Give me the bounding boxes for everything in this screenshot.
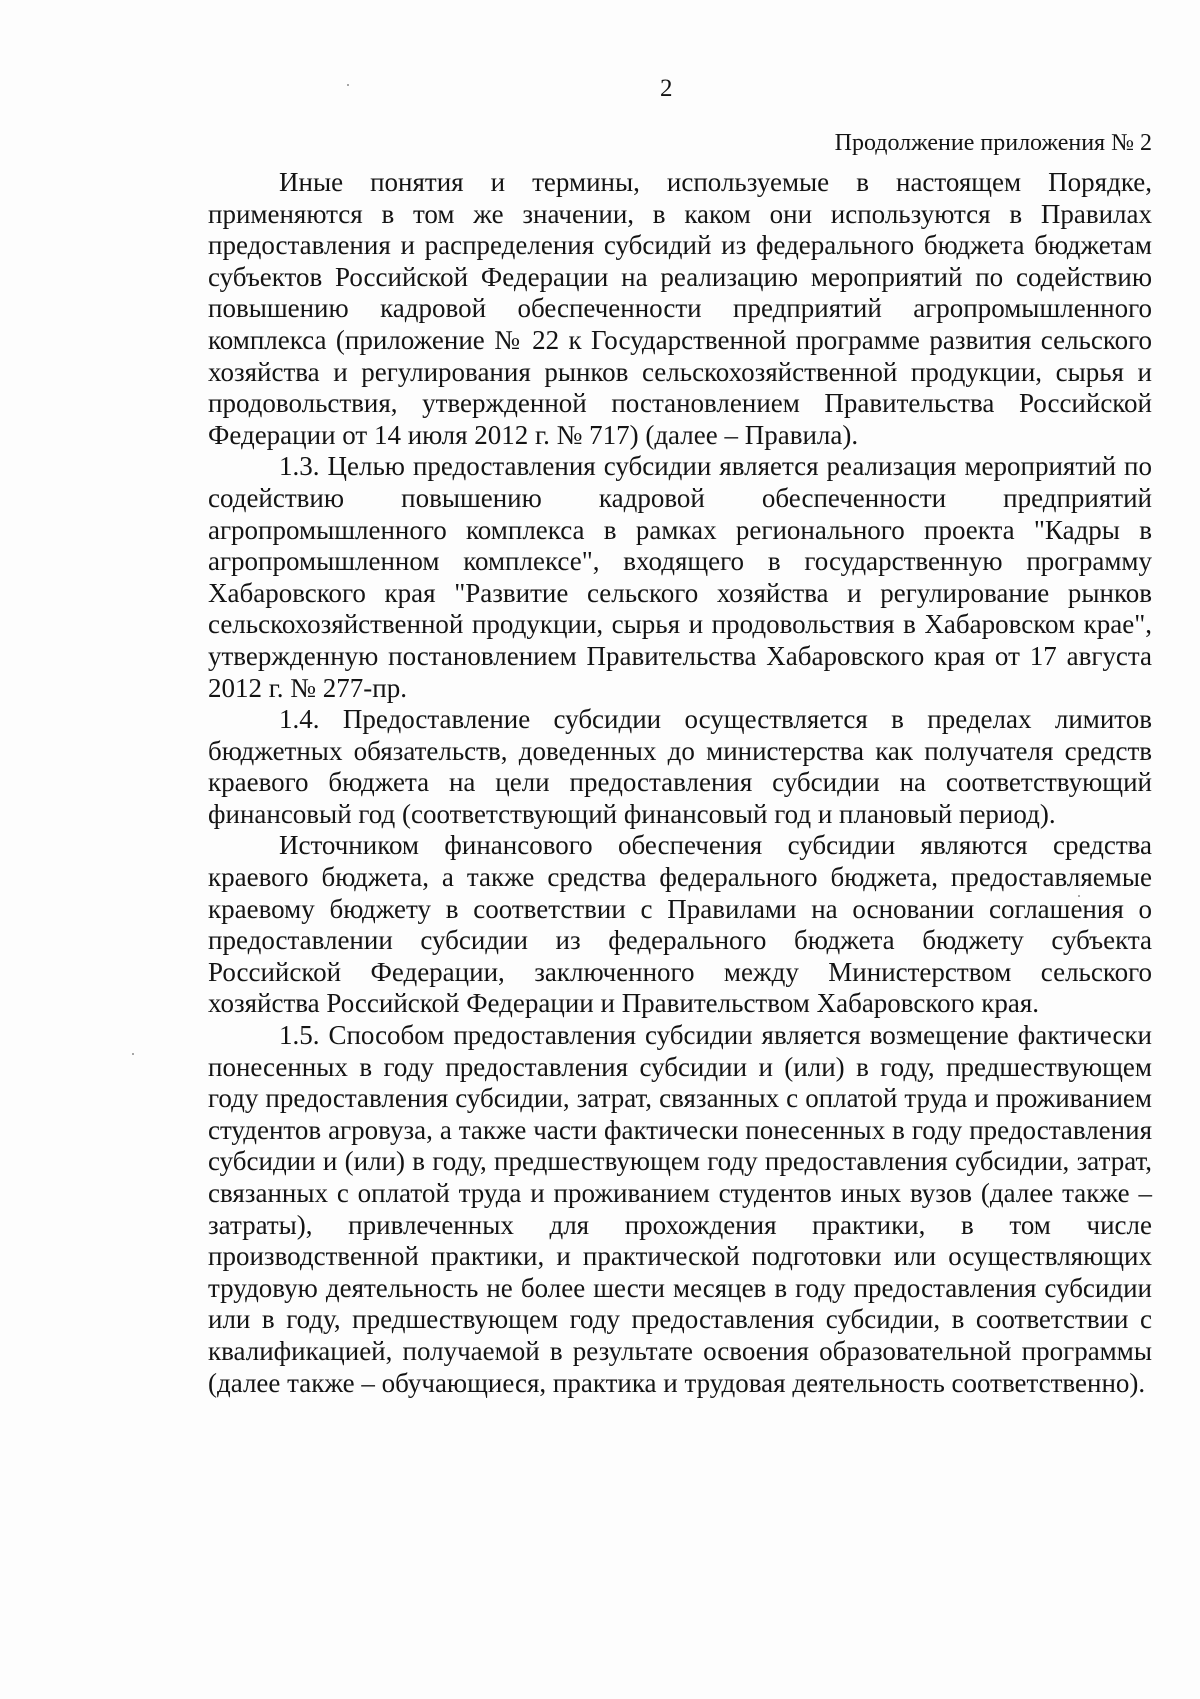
scan-speck [132, 1053, 134, 1055]
paragraph-funding-source: Источником финансового обеспечения субсидии являются средства краевого бюджета, а также средства федерального бюджета, предоставляемые краевому бюджету в соответствии с Правилами на основании соглашения о предоставлении субсидии из федерального бюджета бюджету субъекта Российской Федерации, заключенного между Министерством сельского хозяйства Российской Федерации и Правительством Хабаровского края. [208, 830, 1152, 1019]
paragraph-terms: Иные понятия и термины, используемые в настоящем Порядке, применяются в том же значении, в каком они используются в Правилах предоставления и распределения субсидий из федерального бюджета бюджетам субъектов Российской Федерации на реализацию мероприятий по содействию повышению кадровой обеспеченности предприятий агропромышленного комплекса (приложение № 22 к Государственной программе развития сельского хозяйства и регулирования рынков сельскохозяйственной продукции, сырья и продовольствия, утвержденной постановлением Правительства Российской Федерации от 14 июля 2012 г. № 717) (далее – Правила). [208, 167, 1152, 450]
scan-speck [347, 84, 349, 86]
page-number: 2 [660, 75, 673, 102]
paragraph-1-5-method: 1.5. Способом предоставления субсидии является возмещение фактически понесенных в году предоставления субсидии и (или) в году, предшествующем году предоставления субсидии, затрат, связанных с оплатой труда и проживанием студентов агровуза, а также части фактически понесенных в году предоставления субсидии и (или) в году, предшествующем году предоставления субсидии, затрат, связанных с оплатой труда и проживанием студентов иных вузов (далее также – затраты), привлеченных для прохождения практики, в том числе производственной практики, и практической подготовки или осуществляющих трудовую деятельность не более шести месяцев в году предоставления субсидии или в году, предшествующем году предоставления субсидии, в соответствии с квалификацией, получаемой в результате освоения образовательной программы (далее также – обучающиеся, практика и трудовая деятельность соответственно). [208, 1020, 1152, 1398]
paragraph-1-4-limits: 1.4. Предоставление субсидии осуществляется в пределах лимитов бюджетных обязательств, доведенных до министерства как получателя средств краевого бюджета на цели предоставления субсидии на соответствующий финансовый год (соответствующий финансовый год и плановый период). [208, 704, 1152, 829]
paragraph-1-3-purpose: 1.3. Целью предоставления субсидии является реализация мероприятий по содействию повышению кадровой обеспеченности предприятий агропромышленного комплекса в рамках регионального проекта "Кадры в агропромышленном комплексе", входящего в государственную программу Хабаровского края "Развитие сельского хозяйства и регулирование рынков сельскохозяйственной продукции, сырья и продовольствия в Хабаровском крае", утвержденную постановлением Правительства Хабаровского края от 17 августа 2012 г. № 277-пр. [208, 451, 1152, 703]
document-body [208, 167, 1152, 1399]
appendix-continuation-note: Продолжение приложения № 2 [834, 130, 1152, 156]
